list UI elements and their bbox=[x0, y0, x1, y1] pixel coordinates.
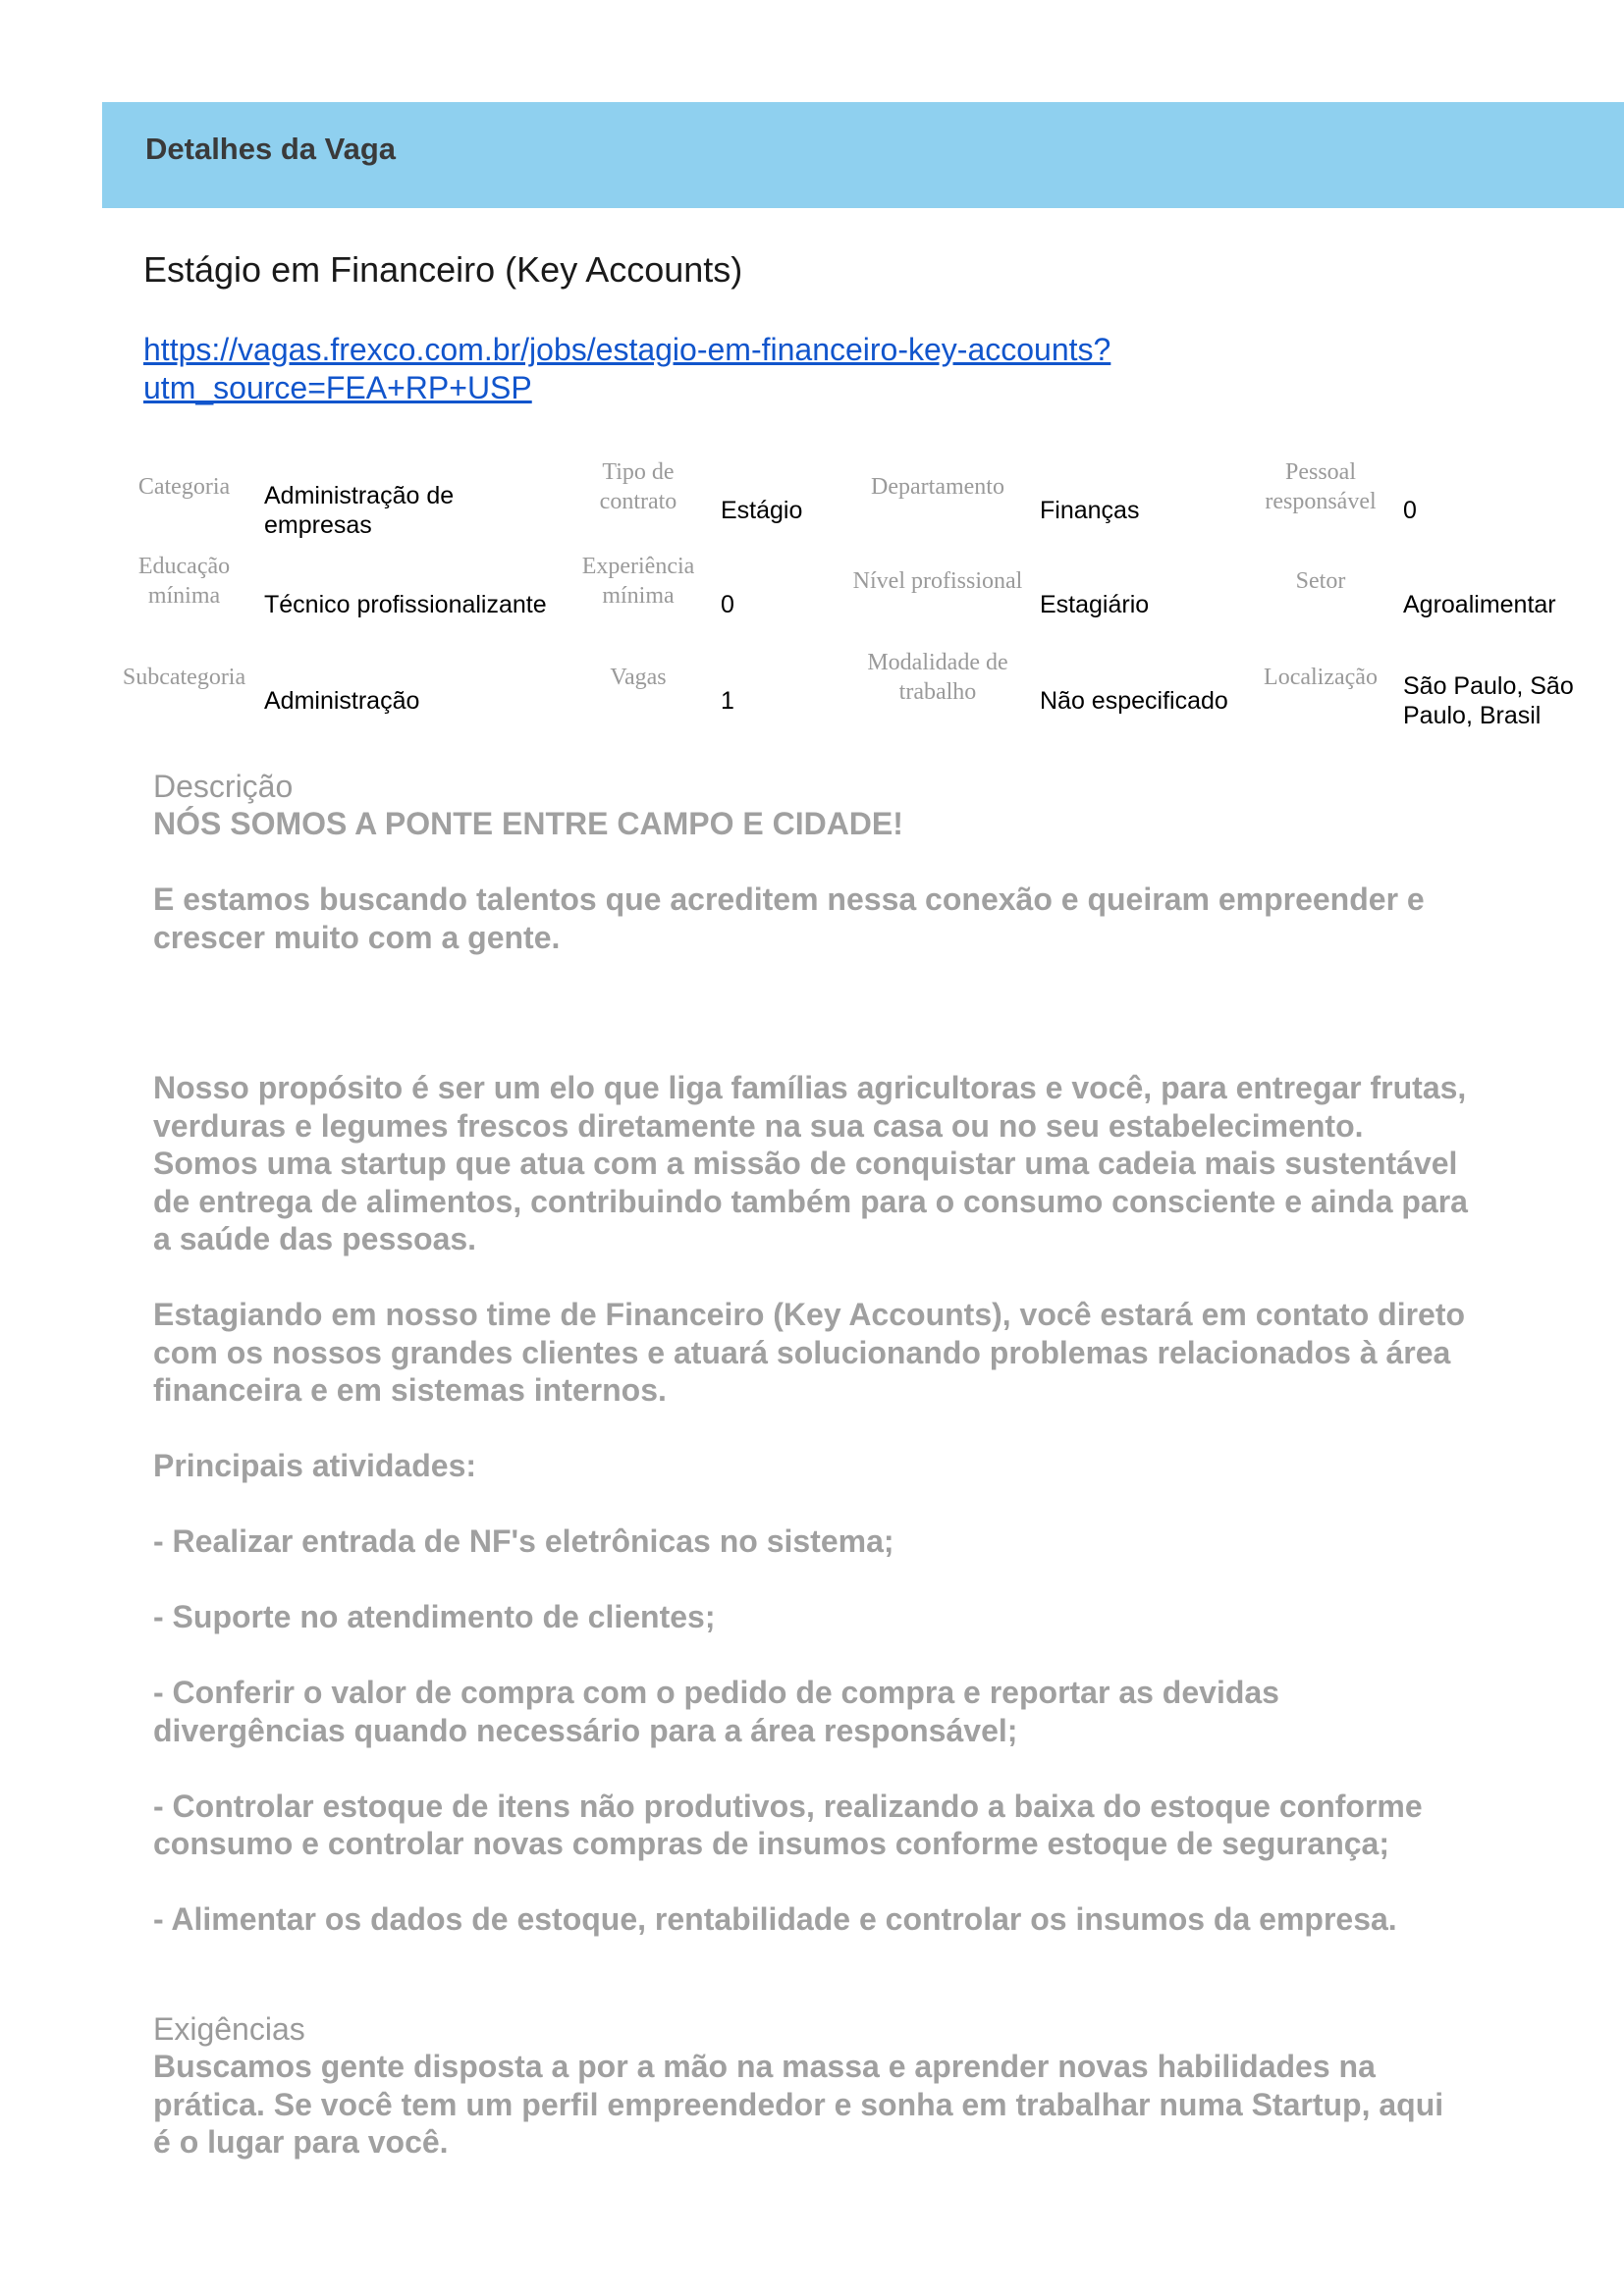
detail-value-contract-type: Estágio bbox=[721, 497, 803, 524]
detail-label-contract-type: Tipo de contrato bbox=[599, 459, 677, 514]
detail-label-location: Localização bbox=[1264, 665, 1378, 690]
description-section bbox=[153, 768, 1469, 1939]
detail-label-openings: Vagas bbox=[610, 665, 667, 690]
detail-label-sector: Setor bbox=[1295, 568, 1346, 594]
detail-label-level: Nível profissional bbox=[852, 568, 1023, 594]
detail-label-department: Departamento bbox=[871, 474, 1004, 500]
detail-label-responsible: Pessoal responsável bbox=[1265, 459, 1377, 514]
detail-label-category: Categoria bbox=[137, 474, 231, 500]
detail-value-location: São Paulo, São Paulo, Brasil bbox=[1403, 672, 1574, 729]
job-link[interactable]: https://vagas.frexco.com.br/jobs/estagio-em-financeiro-key-accounts?utm_source=FEA+RP+USP bbox=[143, 332, 1111, 405]
requirements-paragraph: Buscamos gente disposta a por a mão na massa e aprender novas habilidades na prática. Se você tem um perfil empreendedor e sonha em trabalhar numa Startup, aqui é o lugar para você. bbox=[153, 2049, 1444, 2160]
detail-value-department: Finanças bbox=[1040, 497, 1140, 524]
page-title: Detalhes da Vaga bbox=[145, 132, 397, 166]
job-details-table bbox=[108, 452, 1624, 738]
detail-label-experience: Experiência mínima bbox=[581, 554, 695, 609]
details-row bbox=[108, 640, 1624, 738]
detail-value-category: Administração de empresas bbox=[264, 482, 455, 539]
description-paragraph: Nosso propósito é ser um elo que liga famílias agricultoras e você, para entregar frutas, verduras e legumes frescos diretamente na sua casa ou no seu estabelecimento. Somos uma startup que atua com a missão de conquistar uma cadeia mais sustentável de entrega de alimentos, contribuindo também para o consumo consciente e ainda para a saúde das pessoas. bbox=[153, 1070, 1468, 1256]
detail-value-work-mode: Não especificado bbox=[1040, 687, 1228, 715]
requirements-heading: Exigências bbox=[153, 2011, 305, 2047]
detail-label-subcategory: Subcategoria bbox=[122, 665, 246, 690]
detail-value-education: Técnico profissionalizante bbox=[264, 591, 547, 618]
description-paragraph: - Alimentar os dados de estoque, rentabilidade e controlar os insumos da empresa. bbox=[153, 1901, 1397, 1937]
detail-value-sector: Agroalimentar bbox=[1403, 591, 1556, 618]
job-title: Estágio em Financeiro (Key Accounts) bbox=[143, 249, 743, 290]
detail-value-experience: 0 bbox=[721, 591, 734, 618]
description-paragraph: E estamos buscando talentos que acreditem nessa conexão e queiram empreender e crescer muito com a gente. bbox=[153, 881, 1425, 955]
detail-value-openings: 1 bbox=[721, 687, 734, 715]
description-paragraph: Estagiando em nosso time de Financeiro (Key Accounts), você estará em contato direto com os nossos grandes clientes e atuará solucionando problemas relacionados à área financeira e em sistemas internos. bbox=[153, 1297, 1466, 1408]
requirements-body bbox=[153, 2048, 1469, 2162]
details-row bbox=[108, 546, 1624, 640]
detail-value-subcategory: Administração bbox=[264, 687, 420, 715]
detail-label-education: Educação mínima bbox=[137, 554, 231, 609]
detail-label-work-mode: Modalidade de trabalho bbox=[867, 650, 1008, 705]
requirements-section bbox=[153, 2010, 1469, 2162]
description-paragraph: Principais atividades: bbox=[153, 1448, 477, 1483]
description-paragraph: - Realizar entrada de NF's eletrônicas no sistema; bbox=[153, 1523, 894, 1559]
header-bar bbox=[102, 102, 1624, 208]
details-row bbox=[108, 452, 1624, 546]
detail-value-responsible: 0 bbox=[1403, 497, 1417, 524]
description-paragraph: - Controlar estoque de itens não produtivos, realizando a baixa do estoque conforme consumo e controlar novas compras de insumos conforme estoque de segurança; bbox=[153, 1788, 1423, 1861]
detail-value-level: Estagiário bbox=[1040, 591, 1150, 618]
description-body bbox=[153, 805, 1469, 1939]
description-paragraph: - Suporte no atendimento de clientes; bbox=[153, 1599, 716, 1634]
description-paragraph: NÓS SOMOS A PONTE ENTRE CAMPO E CIDADE! bbox=[153, 806, 903, 841]
description-paragraph: - Conferir o valor de compra com o pedido de compra e reportar as devidas divergências quando necessário para a área responsável; bbox=[153, 1675, 1279, 1748]
description-heading: Descrição bbox=[153, 769, 294, 804]
